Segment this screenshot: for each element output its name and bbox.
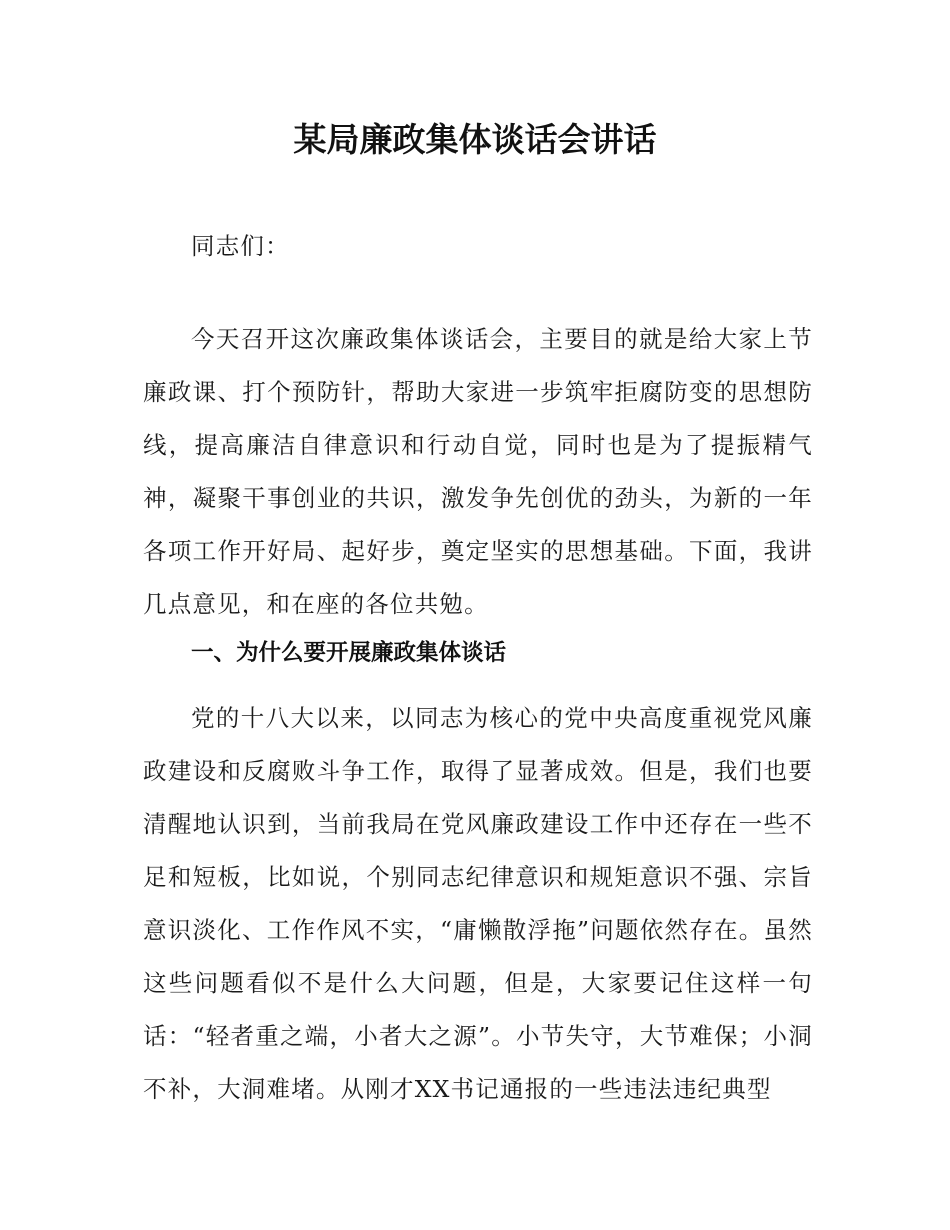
document-title: 某局廉政集体谈话会讲话 [293,120,657,159]
section-paragraph: 党的十八大以来，以同志为核心的党中央高度重视党风廉政建设和反腐败斗争工作，取得了显著成效。但是，我们也要清醒地认识到，当前我局在党风廉政建设工作中还存在一些不足和短板，比如说，个别同志纪律意识和规矩意识不强、宗旨意识淡化、工作作风不实，“庸懒散浮拖”问题依然存在。虽然这些问题看似不是什么大问题，但是，大家要记住这样一句话：“轻者重之端，小者大之源”。小节失守，大节难保；小洞不补，大洞难堵。从刚才XX书记通报的一些违法违纪典型 [143,704,813,1103]
section-heading: 一、为什么要开展廉政集体谈话 [191,640,507,666]
intro-paragraph: 今天召开这次廉政集体谈话会，主要目的就是给大家上节廉政课、打个预防针，帮助大家进一步筑牢拒腐防变的思想防线，提高廉洁自律意识和行动自觉，同时也是为了提振精气神，凝聚干事创业的共识，激发争先创优的劲头，为新的一年各项工作开好局、起好步，奠定坚实的思想基础。下面，我讲几点意见，和在座的各位共勉。 [143,325,813,618]
greeting-line: 同志们： [191,232,290,260]
